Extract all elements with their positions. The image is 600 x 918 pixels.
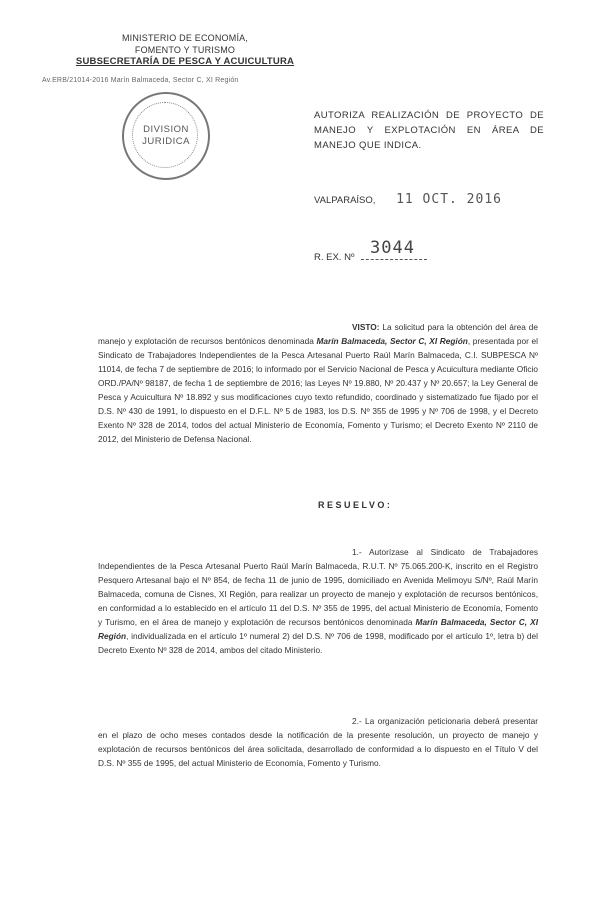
date-stamp: 11 OCT. 2016: [396, 192, 502, 207]
number-underline: [361, 259, 427, 260]
article-1: [98, 545, 538, 657]
ministry-name: MINISTERIO DE ECONOMÍA,: [121, 33, 249, 43]
article-1-text-2: , individualizada en el artículo 1º numeral 2) del D.S. Nº 706 de 1998, modificado por el artículo 1º, letra b) del Decreto Exento Nº 328 de 2014, ambos del citado Ministerio.: [98, 631, 538, 655]
resolution-label: R. EX. Nº: [314, 252, 355, 263]
ministry-name-2: FOMENTO Y TURISMO: [134, 45, 236, 55]
subsecretaria-name: SUBSECRETARÍA DE PESCA Y ACUICULTURA: [75, 56, 295, 67]
city: VALPARAÍSO,: [314, 195, 376, 206]
place-date: [314, 192, 502, 207]
reference-code: Av.ERB/21014-2016 Marín Balmaceda, Sector C, XI Región: [42, 77, 239, 84]
stamp-line-2: JURIDICA: [142, 136, 190, 147]
stamp-line-1: DIVISION: [143, 124, 189, 135]
visto-area-name: Marín Balmaceda, Sector C, XI Región: [316, 336, 468, 346]
visto-text-2: , presentada por el Sindicato de Trabajadores Independientes de la Pesca Artesanal Puerto Raúl Marín Balmaceda, C.I. SUBPESCA Nº 11014, de fecha 7 de septiembre de 2016; lo informado por el Servicio Nacional de Pesca y Acuicultura mediante Oficio ORD./PA/Nº 98187, de fecha 1 de septiembre de 2016; las Leyes Nº 19.880, Nº 20.437 y Nº 20.657; la Ley General de Pesca y Acuicultura Nº 18.892 y sus modificaciones cuyo texto refundido, coordinado y sistematizado fue fijado por el D.S. Nº 430 de 1991, lo dispuesto en el D.F.L. Nº 5 de 1983, los D.S. Nº 355 de 1995 y Nº 706 de 1998, y el Decreto Exento Nº 328 de 2014, todos del actual Ministerio de Economía, Fomento y Turismo; el Decreto Exento Nº 2110 de 2012, del Ministerio de Defensa Nacional.: [98, 336, 538, 444]
resuelvo-heading: RESUELVO:: [318, 500, 393, 510]
resolution-number-block: [314, 238, 427, 263]
letterhead: [42, 32, 310, 84]
article-1-text-1: 1.- Autorízase al Sindicato de Trabajadores Independientes de la Pesca Artesanal Puerto Raúl Marín Balmaceda, R.U.T. Nº 75.065.200-K, inscrito en el Registro Pesquero Artesanal bajo el Nº 854, de fecha 11 de junio de 1995, domiciliado en Avenida Melimoyu S/Nº, Raúl Marín Balmaceda, comuna de Cisnes, XI Región, para realizar un proyecto de manejo y explotación de recursos bentónicos, en conformidad a lo establecido en el artículo 11 del D.S. Nº 355 de 1995, del actual Ministerio de Economía, Fomento y Turismo, en el área de manejo y explotación de recursos bentónicos denominada: [98, 547, 538, 627]
resolution-subject: AUTORIZA REALIZACIÓN DE PROYECTO DE MANEJO Y EXPLOTACIÓN EN ÁREA DE MANEJO QUE INDICA.: [314, 110, 544, 151]
stamp-text: [124, 124, 208, 148]
resolution-number: 3044: [370, 238, 415, 258]
visto-paragraph: [98, 320, 538, 446]
article-2: [98, 714, 538, 770]
visto-text-1: La solicitud para la obtención del área de manejo y explotación de recursos bentónicos denominada: [98, 322, 538, 346]
division-juridica-stamp: [122, 92, 210, 180]
article-1-area-name: Marín Balmaceda, Sector C, XI Región: [98, 617, 539, 641]
article-2-text: 2.- La organización peticionaria deberá presentar en el plazo de ocho meses contados desde la notificación de la presente resolución, un proyecto de manejo y explotación de recursos bentónicos del área solicitada, desarrollado de conformidad a lo dispuesto en el Título V del D.S. Nº 355 de 1995, del actual Ministerio de Economía, Fomento y Turismo.: [98, 716, 538, 768]
visto-label: VISTO:: [352, 322, 380, 332]
